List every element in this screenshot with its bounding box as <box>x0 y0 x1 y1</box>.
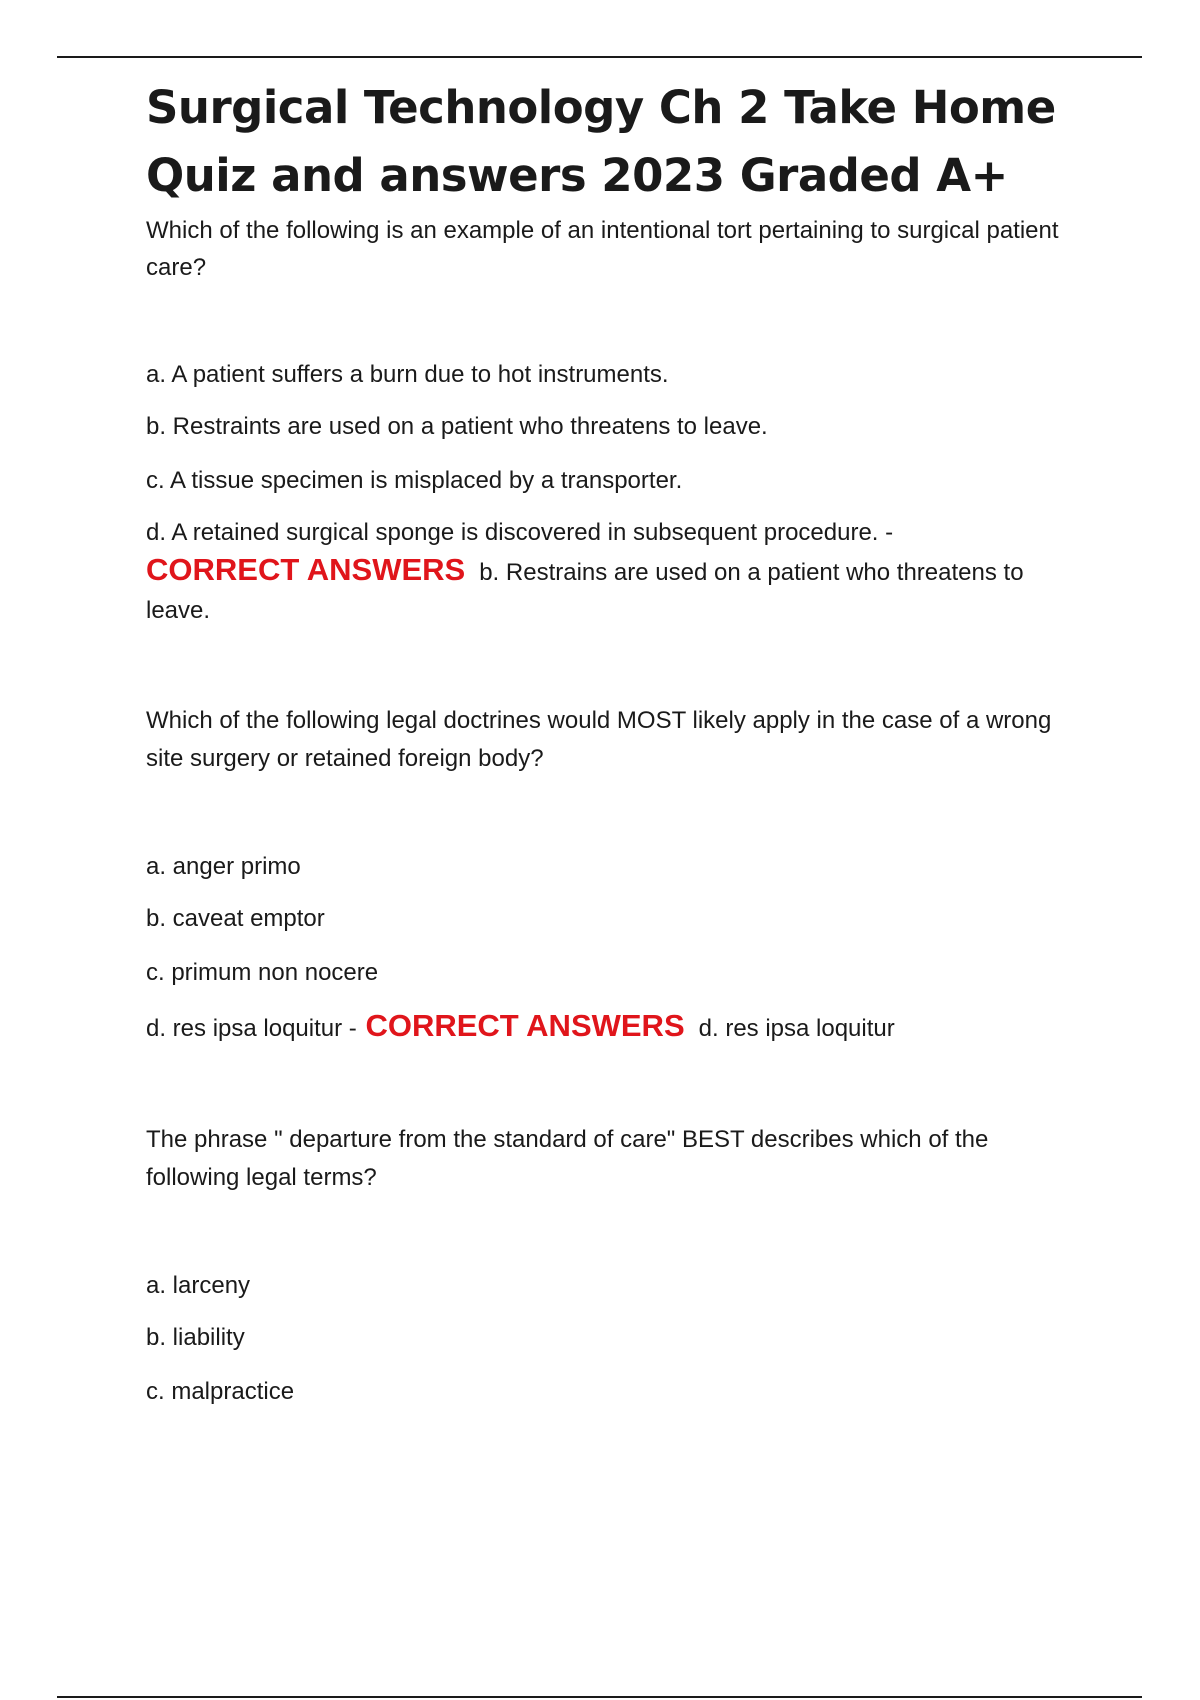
question-block-1 <box>146 212 1086 630</box>
answer-line <box>146 1006 1086 1049</box>
option-a: a. larceny <box>146 1272 251 1299</box>
question-block-3 <box>146 1121 1086 1410</box>
correct-answers-label: CORRECT ANSWERS <box>365 1008 685 1043</box>
document-title: Surgical Technology Ch 2 Take Home Quiz and answers 2023 Graded A+ <box>146 81 1056 202</box>
question-text: The phrase " departure from the standard of care" BEST describes which of the following legal terms? <box>146 1126 989 1191</box>
option-c: c. malpractice <box>146 1378 295 1405</box>
correct-answer-text: d. res ipsa loquitur <box>698 1015 895 1042</box>
option-b: b. liability <box>146 1324 245 1351</box>
question-text: Which of the following is an example of an intentional tort pertaining to surgical patient care? <box>146 217 1059 281</box>
option-d: d. res ipsa loquitur - <box>146 1015 357 1042</box>
option-b: b. Restraints are used on a patient who threatens to leave. <box>146 413 768 440</box>
option-b: b. caveat emptor <box>146 905 325 932</box>
correct-answer-text: b. Restrains are used on a patient who threatens to leave. <box>146 559 1024 624</box>
question-text: Which of the following legal doctrines would MOST likely apply in the case of a wrong site surgery or retained foreign body? <box>146 707 1052 772</box>
top-rule <box>57 56 1142 58</box>
bottom-rule <box>57 1696 1142 1698</box>
option-a: a. A patient suffers a burn due to hot instruments. <box>146 361 669 388</box>
question-block-2 <box>146 702 1086 1049</box>
option-a: a. anger primo <box>146 853 301 880</box>
option-c: c. primum non nocere <box>146 959 379 986</box>
correct-answers-label: CORRECT ANSWERS <box>146 552 466 587</box>
option-d: d. A retained surgical sponge is discovered in subsequent procedure. - <box>146 519 894 546</box>
answer-line <box>146 551 1086 630</box>
document-body <box>146 74 1086 1410</box>
option-c: c. A tissue specimen is misplaced by a transporter. <box>146 467 683 494</box>
